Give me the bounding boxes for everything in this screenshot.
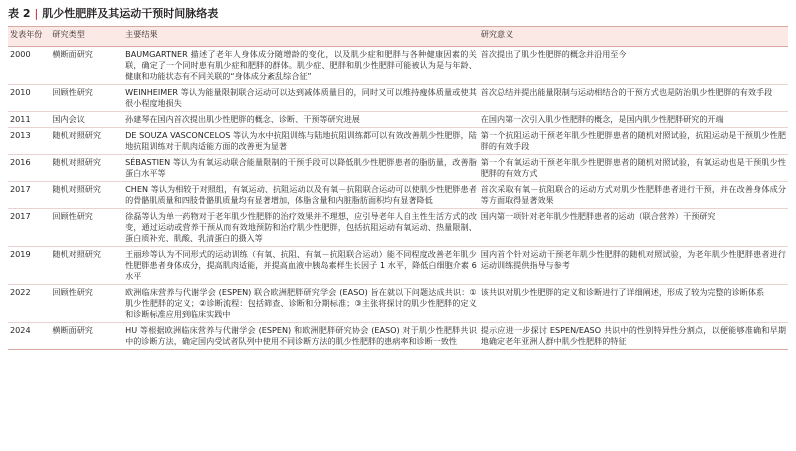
table-title: 肌少性肥胖及其运动干预时间脉络表 bbox=[42, 7, 219, 20]
cell-study-type: 随机对照研究 bbox=[50, 155, 123, 182]
cell-main-results: 孙建琴在国内首次提出肌少性肥胖的概念、诊断、干预等研究进展 bbox=[123, 112, 479, 128]
caption-separator: | bbox=[34, 7, 39, 20]
cell-main-results: HU 等根据欧洲临床营养与代谢学会 (ESPEN) 和欧洲肥胖研究协会 (EASO) 对于肌少性肥胖共识中的诊断方法，确定国内受试者队列中使用不同诊断方法的肌少性肥胖的患病率和诊断一致性 bbox=[123, 323, 479, 350]
table-row bbox=[8, 155, 788, 182]
table-number: 表 2 bbox=[8, 7, 31, 20]
cell-main-results: 徐磊等认为单一药物对于老年肌少性肥胖的治疗效果并不理想，应引导老年人自主性生活方式的改变，通过运动或营养干预从而有效地预防和治疗肌少性肥胖，包括抗阻运动有氧运动、热量限制、蛋白质补充、肌酸、乳清蛋白的摄入等 bbox=[123, 209, 479, 247]
header-significance: 研究意义 bbox=[479, 27, 788, 47]
table-row bbox=[8, 85, 788, 112]
cell-significance: 国内首个针对运动干预老年肌少性肥胖的随机对照试验，为老年肌少性肥胖患者进行运动训练提供指导与参考 bbox=[479, 247, 788, 285]
cell-year: 2010 bbox=[8, 85, 50, 112]
cell-year: 2017 bbox=[8, 209, 50, 247]
cell-study-type: 回顾性研究 bbox=[50, 85, 123, 112]
table-caption bbox=[8, 6, 788, 22]
cell-significance: 首次总结并提出能量限制与运动相结合的干预方式也是防治肌少性肥胖的有效手段 bbox=[479, 85, 788, 112]
cell-significance: 首次提出了肌少性肥胖的概念并沿用至今 bbox=[479, 47, 788, 85]
cell-year: 2024 bbox=[8, 323, 50, 350]
table-row bbox=[8, 285, 788, 323]
cell-significance: 国内第一项针对老年肌少性肥胖患者的运动（联合营养）干预研究 bbox=[479, 209, 788, 247]
header-row bbox=[8, 27, 788, 47]
cell-main-results: 王丽珍等认为不同形式的运动训练（有氧、抗阻、有氧－抗阻联合运动）能不同程度改善老年肌少性肥胖患者身体成分，提高肌肉适能，并提高血液中胰岛素样生长因子 1 水平，降低白细胞介素 6 水平 bbox=[123, 247, 479, 285]
cell-main-results: CHEN 等认为相较于对照组，有氧运动、抗阻运动以及有氧－抗阻联合运动可以使肌少性肥胖患者的骨骼肌质量和四肢骨骼肌质量均有显著增加，体脂含量和内脏脂肪面积均有显著降低 bbox=[123, 182, 479, 209]
cell-main-results: 欧洲临床营养与代谢学会 (ESPEN) 联合欧洲肥胖研究学会 (EASO) 旨在就以下问题达成共识：①肌少性肥胖的定义；②诊断流程：包括筛查、诊断和分期标准；③主张将探讨的肌少性肥胖的定义和诊断标准应用到临床实践中 bbox=[123, 285, 479, 323]
table-row bbox=[8, 112, 788, 128]
cell-year: 2022 bbox=[8, 285, 50, 323]
table-row bbox=[8, 47, 788, 85]
cell-main-results: BAUMGARTNER 描述了老年人身体成分随增龄的变化，以及肌少症和肥胖与各种健康因素的关联，确定了一个同时患有肌少症和肥胖的群体。肌少症、肥胖和肌少性肥胖可能被认为是与年龄、健康和功能状态有不同关联的“身体成分紊乱综合征” bbox=[123, 47, 479, 85]
header-study-type: 研究类型 bbox=[50, 27, 123, 47]
cell-year: 2011 bbox=[8, 112, 50, 128]
cell-year: 2017 bbox=[8, 182, 50, 209]
cell-significance: 在国内第一次引入肌少性肥胖的概念，是国内肌少性肥胖研究的开端 bbox=[479, 112, 788, 128]
header-main-results: 主要结果 bbox=[123, 27, 479, 47]
cell-study-type: 回顾性研究 bbox=[50, 285, 123, 323]
cell-significance: 该共识对肌少性肥胖的定义和诊断进行了详细阐述，形成了较为完整的诊断体系 bbox=[479, 285, 788, 323]
table-row bbox=[8, 182, 788, 209]
table-row bbox=[8, 247, 788, 285]
cell-study-type: 随机对照研究 bbox=[50, 247, 123, 285]
cell-significance: 第一个有氧运动干预老年肌少性肥胖患者的随机对照试验，有氧运动也是干预肌少性肥胖的有效方式 bbox=[479, 155, 788, 182]
cell-year: 2016 bbox=[8, 155, 50, 182]
cell-year: 2013 bbox=[8, 128, 50, 155]
cell-study-type: 横断面研究 bbox=[50, 47, 123, 85]
table-header bbox=[8, 27, 788, 47]
cell-study-type: 回顾性研究 bbox=[50, 209, 123, 247]
table-row bbox=[8, 323, 788, 350]
cell-study-type: 横断面研究 bbox=[50, 323, 123, 350]
table-body bbox=[8, 47, 788, 350]
table-row bbox=[8, 128, 788, 155]
cell-year: 2000 bbox=[8, 47, 50, 85]
cell-main-results: DE SOUZA VASCONCELOS 等认为水中抗阻训练与陆地抗阻训练都可以有效改善肌少性肥胖，陆地抗阻训练对于肌肉适能方面的改善更为显著 bbox=[123, 128, 479, 155]
cell-significance: 提示应进一步探讨 ESPEN/EASO 共识中的性别特异性分割点，以便能够准确和早期地确定老年亚洲人群中肌少性肥胖的特征 bbox=[479, 323, 788, 350]
timeline-table bbox=[8, 26, 788, 350]
cell-main-results: SÉBASTIEN 等认为有氧运动联合能量限制的干预手段可以降低肌少性肥胖患者的脂肪量，改善脂蛋白水平等 bbox=[123, 155, 479, 182]
cell-main-results: WEINHEIMER 等认为能量限制联合运动可以达到减体质量目的，同时又可以维持瘦体质量或使其很小程度地损失 bbox=[123, 85, 479, 112]
cell-study-type: 随机对照研究 bbox=[50, 128, 123, 155]
cell-study-type: 随机对照研究 bbox=[50, 182, 123, 209]
cell-significance: 首次采取有氧－抗阻联合的运动方式对肌少性肥胖患者进行干预，并在改善身体成分等方面取得显著效果 bbox=[479, 182, 788, 209]
table-row bbox=[8, 209, 788, 247]
cell-significance: 第一个抗阻运动干预老年肌少性肥胖患者的随机对照试验，抗阻运动是干预肌少性肥胖的有效手段 bbox=[479, 128, 788, 155]
cell-year: 2019 bbox=[8, 247, 50, 285]
cell-study-type: 国内会议 bbox=[50, 112, 123, 128]
header-year: 发表年份 bbox=[8, 27, 50, 47]
